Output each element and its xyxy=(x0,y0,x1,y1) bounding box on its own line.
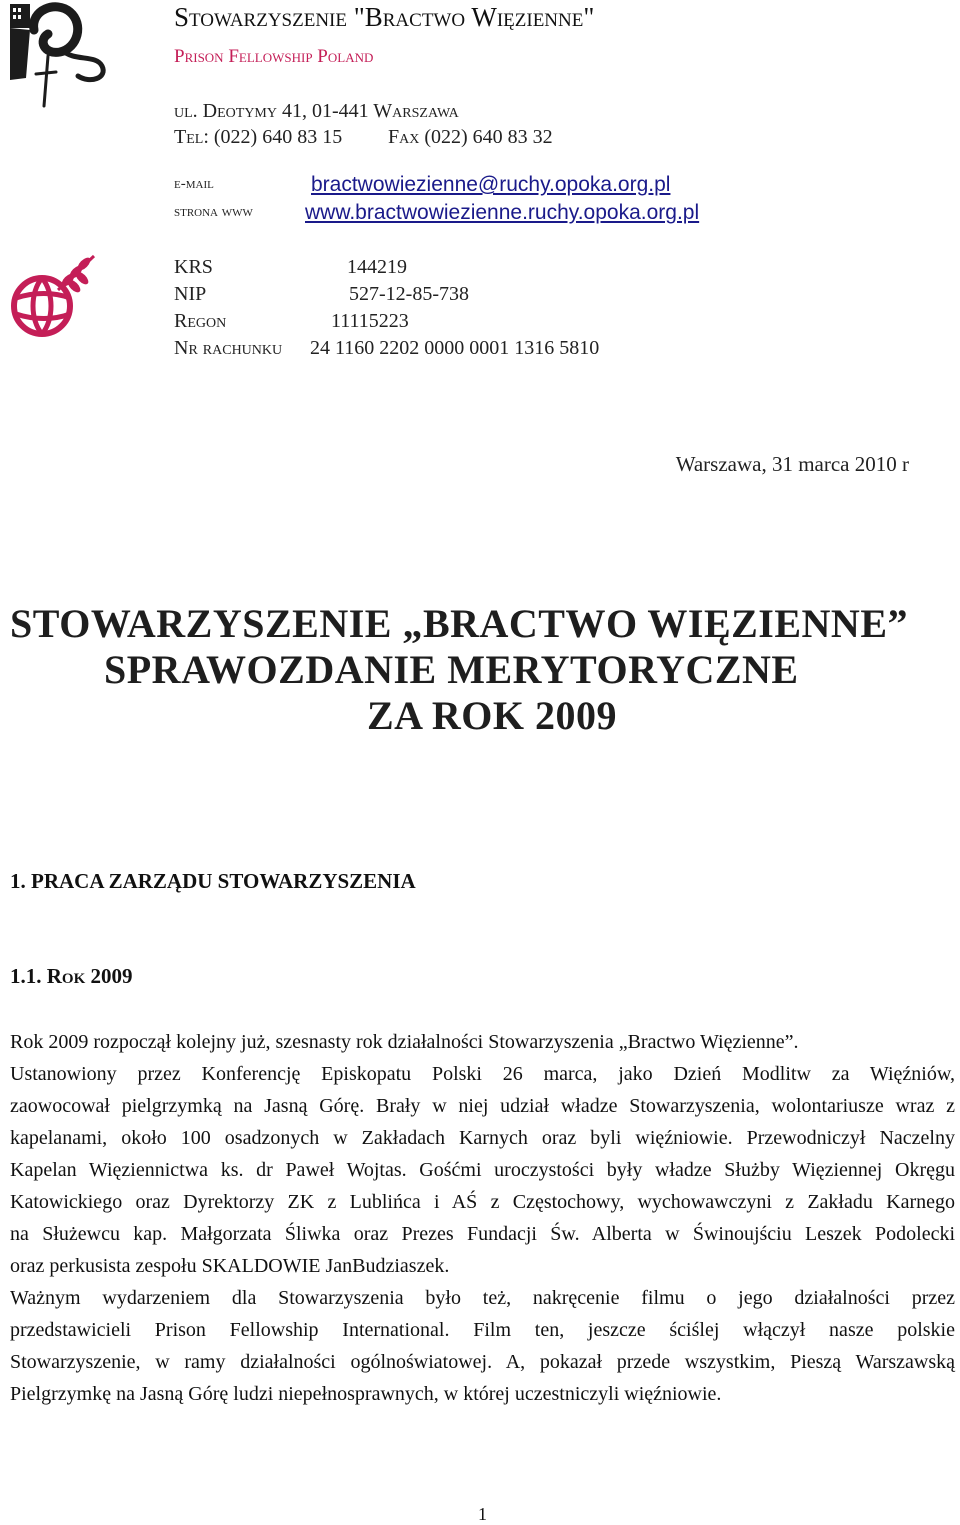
nip-label: NIP xyxy=(174,283,207,305)
body-line: przedstawicieli Prison Fellowship International. Film ten, jeszcze ściślej włączył nasze polskie xyxy=(10,1319,955,1341)
bractwo-logo-icon xyxy=(4,0,114,110)
website-link[interactable]: www.bractwowiezienne.ruchy.opoka.org.pl xyxy=(305,201,700,224)
bractwo-logo xyxy=(4,0,114,110)
email-link[interactable]: bractwowiezienne@ruchy.opoka.org.pl xyxy=(311,173,671,196)
body-line: Stowarzyszenie, w ramy działalności ogólnoświatowej. A, pokazał przede wszystkim, Pieszą Warszawską xyxy=(10,1351,955,1373)
body-line: kapelanami, około 100 osadzonych w Zakładach Karnych oraz byli więźniowie. Przewodniczył Naczelny xyxy=(10,1127,955,1149)
subsection-heading xyxy=(10,964,133,989)
account-label: Nr rachunku xyxy=(174,337,283,359)
title-line-1: STOWARZYSZENIE „BRACTWO WIĘZIENNE” xyxy=(10,601,908,646)
document-date: Warszawa, 31 marca 2010 r xyxy=(675,452,909,476)
body-line: Ważnym wydarzeniem dla Stowarzyszenia było też, nakręcenie filmu o jego działalności przez xyxy=(10,1287,955,1309)
body-line: Ustanowiony przez Konferencję Episkopatu Polski 26 marca, jako Dzień Modlitw za Więźniów, xyxy=(10,1063,955,1085)
body-line: Rok 2009 rozpoczął kolejny już, szesnasty rok działalności Stowarzyszenia „Bractwo Więzienne”. xyxy=(10,1031,799,1053)
krs-value: 144219 xyxy=(347,256,407,278)
krs-label: KRS xyxy=(174,256,213,278)
section-heading: 1. PRACA ZARZĄDU STOWARZYSZENIA xyxy=(10,869,416,893)
account-value: 24 1160 2202 0000 0001 1316 5810 xyxy=(310,337,600,359)
fax-number: Fax (022) 640 83 32 xyxy=(388,126,553,148)
address: ul. Deotymy 41, 01-441 Warszawa xyxy=(174,100,459,122)
body-line: Katowickiego oraz Dyrektorzy ZK z Lublińca i AŚ z Częstochowy, wychowawczyni z Zakładu Karnego xyxy=(10,1191,955,1213)
body-line: Kapelan Więziennictwa ks. dr Paweł Wojtas. Gośćmi uroczystości były władze Służby Więziennej Okręgu xyxy=(10,1159,955,1181)
subsection-heading-text: 1.1. Rok 2009 xyxy=(10,964,133,988)
body-line: zaowocował pielgrzymką na Jasną Górę. Brały w niej udział władze Stowarzyszenia, wolontariusze wraz z xyxy=(10,1095,955,1117)
www-label: strona www xyxy=(174,204,253,220)
globe-wheat-icon xyxy=(6,252,100,346)
body-line: na Służewcu kap. Małgorzata Śliwka oraz Prezes Fundacji Św. Alberta w Świnoujściu Leszek Podolecki xyxy=(10,1223,955,1245)
email-label: e-mail xyxy=(174,176,214,192)
prison-fellowship-logo xyxy=(6,252,100,346)
nip-value: 527-12-85-738 xyxy=(349,283,469,305)
title-line-3: ZA ROK 2009 xyxy=(367,693,617,738)
page-number: 1 xyxy=(478,1504,487,1524)
title-line-2: SPRAWOZDANIE MERYTORYCZNE xyxy=(104,647,799,692)
org-name-english: Prison Fellowship Poland xyxy=(174,46,374,67)
regon-value: 11115223 xyxy=(331,310,409,332)
body-paragraph xyxy=(10,1026,955,1410)
org-name: Stowarzyszenie "Bractwo Więzienne" xyxy=(174,2,595,32)
phone-number: Tel: (022) 640 83 15 xyxy=(174,126,343,148)
body-line: oraz perkusista zespołu SKALDOWIE JanBudziaszek. xyxy=(10,1255,450,1277)
regon-label: Regon xyxy=(174,310,227,332)
body-line: Pielgrzymkę na Jasną Górę ludzi niepełnosprawnych, w której uczestniczyli więźniowie. xyxy=(10,1383,722,1405)
